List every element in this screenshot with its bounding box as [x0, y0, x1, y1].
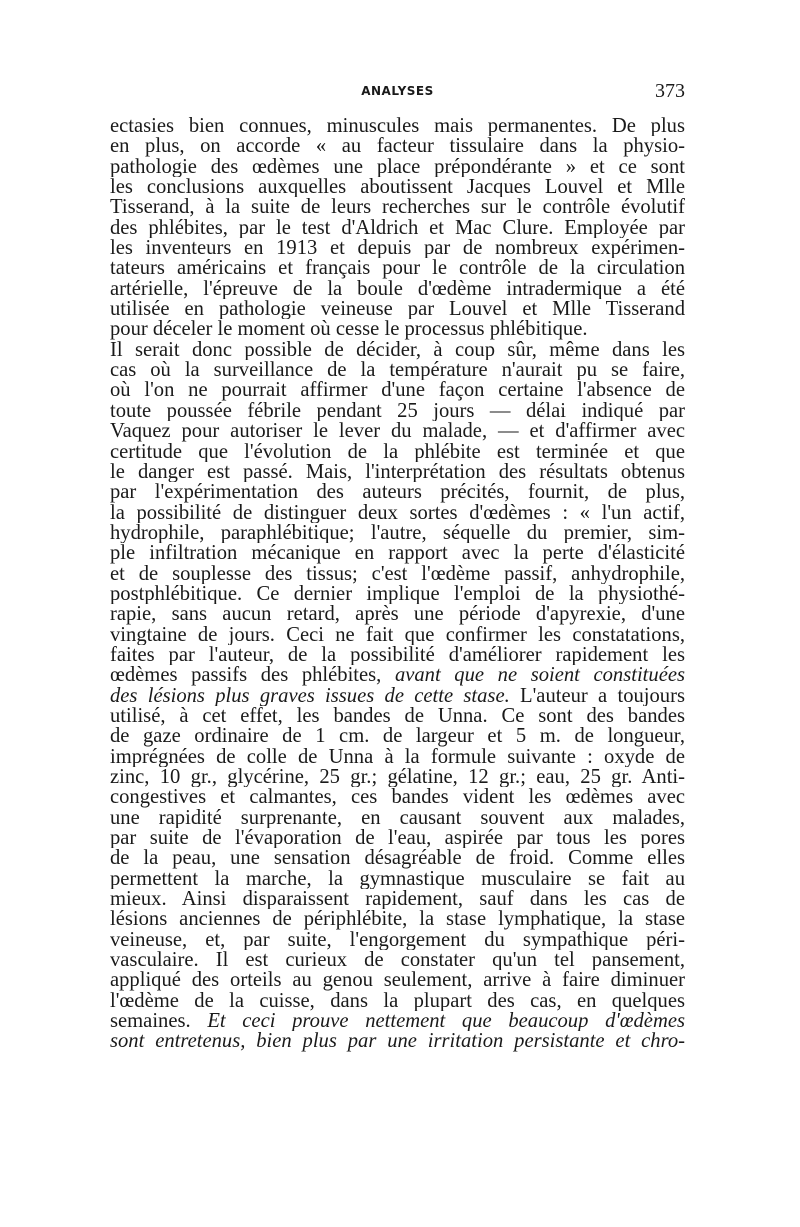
- text-line: imprégnées de colle de Unna à la formule suivante : oxyde de: [110, 746, 685, 767]
- italic-segment: avant que ne soient constituées: [394, 665, 685, 686]
- text-line: postphlébitique. Ce dernier implique l'emploi de la physiothé-: [110, 583, 685, 605]
- text-line: rapie, sans aucun retard, après une période d'apyrexie, d'une: [110, 604, 685, 625]
- text-line: par suite de l'évaporation de l'eau, aspirée par tous les pores: [110, 828, 685, 849]
- text-line: vingtaine de jours. Ceci ne fait que confirmer les constatations,: [110, 624, 685, 645]
- text-line: cas où la surveillance de la température n'aurait pu se faire,: [110, 360, 685, 381]
- text-line: Vaquez pour autoriser le lever du malade, — et d'affirmer avec: [110, 421, 685, 442]
- text-segment: œdèmes passifs des phlébites,: [110, 665, 395, 686]
- italic-segment: Et ceci prouve nettement que beaucoup d'œdèmes: [207, 1011, 685, 1032]
- text-line: veineuse, et, par suite, l'engorgement du sympathique péri-: [110, 929, 685, 951]
- text-line: faites par l'auteur, de la possibilité d'améliorer rapidement les: [110, 644, 685, 666]
- text-line: une rapidité surprenante, en causant souvent aux malades,: [110, 807, 685, 829]
- text-line: congestives et calmantes, ces bandes vident les œdèmes avec: [110, 787, 685, 808]
- text-line: Tisserand, à la suite de leurs recherches sur le contrôle évolutif: [110, 197, 685, 218]
- text-line: pathologie des œdèmes une place prépondérante » et ce sont: [110, 156, 685, 178]
- text-line: de gaze ordinaire de 1 cm. de largeur et 5 m. de longueur,: [110, 726, 685, 747]
- text-line: appliqué des orteils au genou seulement, arrive à faire diminuer: [110, 970, 685, 991]
- text-line: et de souplesse des tissus; c'est l'œdème passif, anhydrophile,: [110, 563, 685, 584]
- running-header: [110, 80, 685, 104]
- text-line: certitude que l'évolution de la phlébite est terminée et que: [110, 441, 685, 462]
- text-line: des phlébites, par le test d'Aldrich et Mac Clure. Employée par: [110, 217, 685, 239]
- text-line-mixed: [110, 1011, 685, 1031]
- text-line: tateurs américains et français pour le contrôle de la circulation: [110, 258, 685, 279]
- text-line: les inventeurs en 1913 et depuis par de nombreux expérimen-: [110, 238, 685, 259]
- text-line: lésions anciennes de périphlébite, la stase lymphatique, la stase: [110, 909, 685, 930]
- italic-segment: des lésions plus graves issues de cette stase.: [110, 685, 510, 706]
- text-line: ectasies bien connues, minuscules mais permanentes. De plus: [110, 116, 685, 137]
- text-line: les conclusions auxquelles aboutissent Jacques Louvel et Mlle: [110, 177, 685, 198]
- text-line: ple infiltration mécanique en rapport avec la perte d'élasticité: [110, 543, 685, 564]
- text-line: utilisée en pathologie veineuse par Louvel et Mlle Tisserand: [110, 299, 685, 320]
- text-line: la possibilité de distinguer deux sortes d'œdèmes : « l'un actif,: [110, 502, 685, 523]
- text-line-mixed: [110, 665, 685, 685]
- text-line: vasculaire. Il est curieux de constater qu'un tel pansement,: [110, 950, 685, 971]
- text-line: zinc, 10 gr., glycérine, 25 gr.; gélatine, 12 gr.; eau, 25 gr. Anti-: [110, 767, 685, 788]
- text-line: Il serait donc possible de décider, à coup sûr, même dans les: [110, 339, 685, 361]
- running-title: ANALYSES: [361, 84, 434, 98]
- text-line: l'œdème de la cuisse, dans la plupart des cas, en quelques: [110, 990, 685, 1012]
- text-line: utilisé, à cet effet, les bandes de Unna. Ce sont des bandes: [110, 705, 685, 727]
- page-number: 373: [655, 80, 685, 102]
- text-line: pour déceler le moment où cesse le processus phlébitique.: [110, 319, 588, 340]
- text-line: de la peau, une sensation désagréable de froid. Comme elles: [110, 848, 685, 869]
- text-segment: semaines.: [110, 1011, 208, 1032]
- text-segment: L'auteur a toujours: [509, 685, 685, 706]
- text-line: mieux. Ainsi disparaissent rapidement, sauf dans les cas de: [110, 889, 685, 910]
- text-line: en plus, on accorde « au facteur tissulaire dans la physio-: [110, 136, 685, 157]
- text-line: toute poussée fébrile pendant 25 jours — délai indiqué par: [110, 400, 685, 422]
- text-line-mixed: [110, 686, 685, 706]
- text-line: où l'on ne pourrait affirmer d'une façon certaine l'absence de: [110, 380, 685, 401]
- text-line: permettent la marche, la gymnastique musculaire se fait au: [110, 868, 685, 890]
- text-line: artérielle, l'épreuve de la boule d'œdème intradermique a été: [110, 278, 685, 300]
- body-text: [110, 116, 685, 1052]
- text-line: hydrophile, paraphlébitique; l'autre, séquelle du premier, sim-: [110, 522, 685, 544]
- text-line: le danger est passé. Mais, l'interprétation des résultats obtenus: [110, 461, 685, 483]
- text-line: par l'expérimentation des auteurs précités, fournit, de plus,: [110, 482, 685, 503]
- text-line-italic: sont entretenus, bien plus par une irritation persistante et chro-: [110, 1031, 685, 1052]
